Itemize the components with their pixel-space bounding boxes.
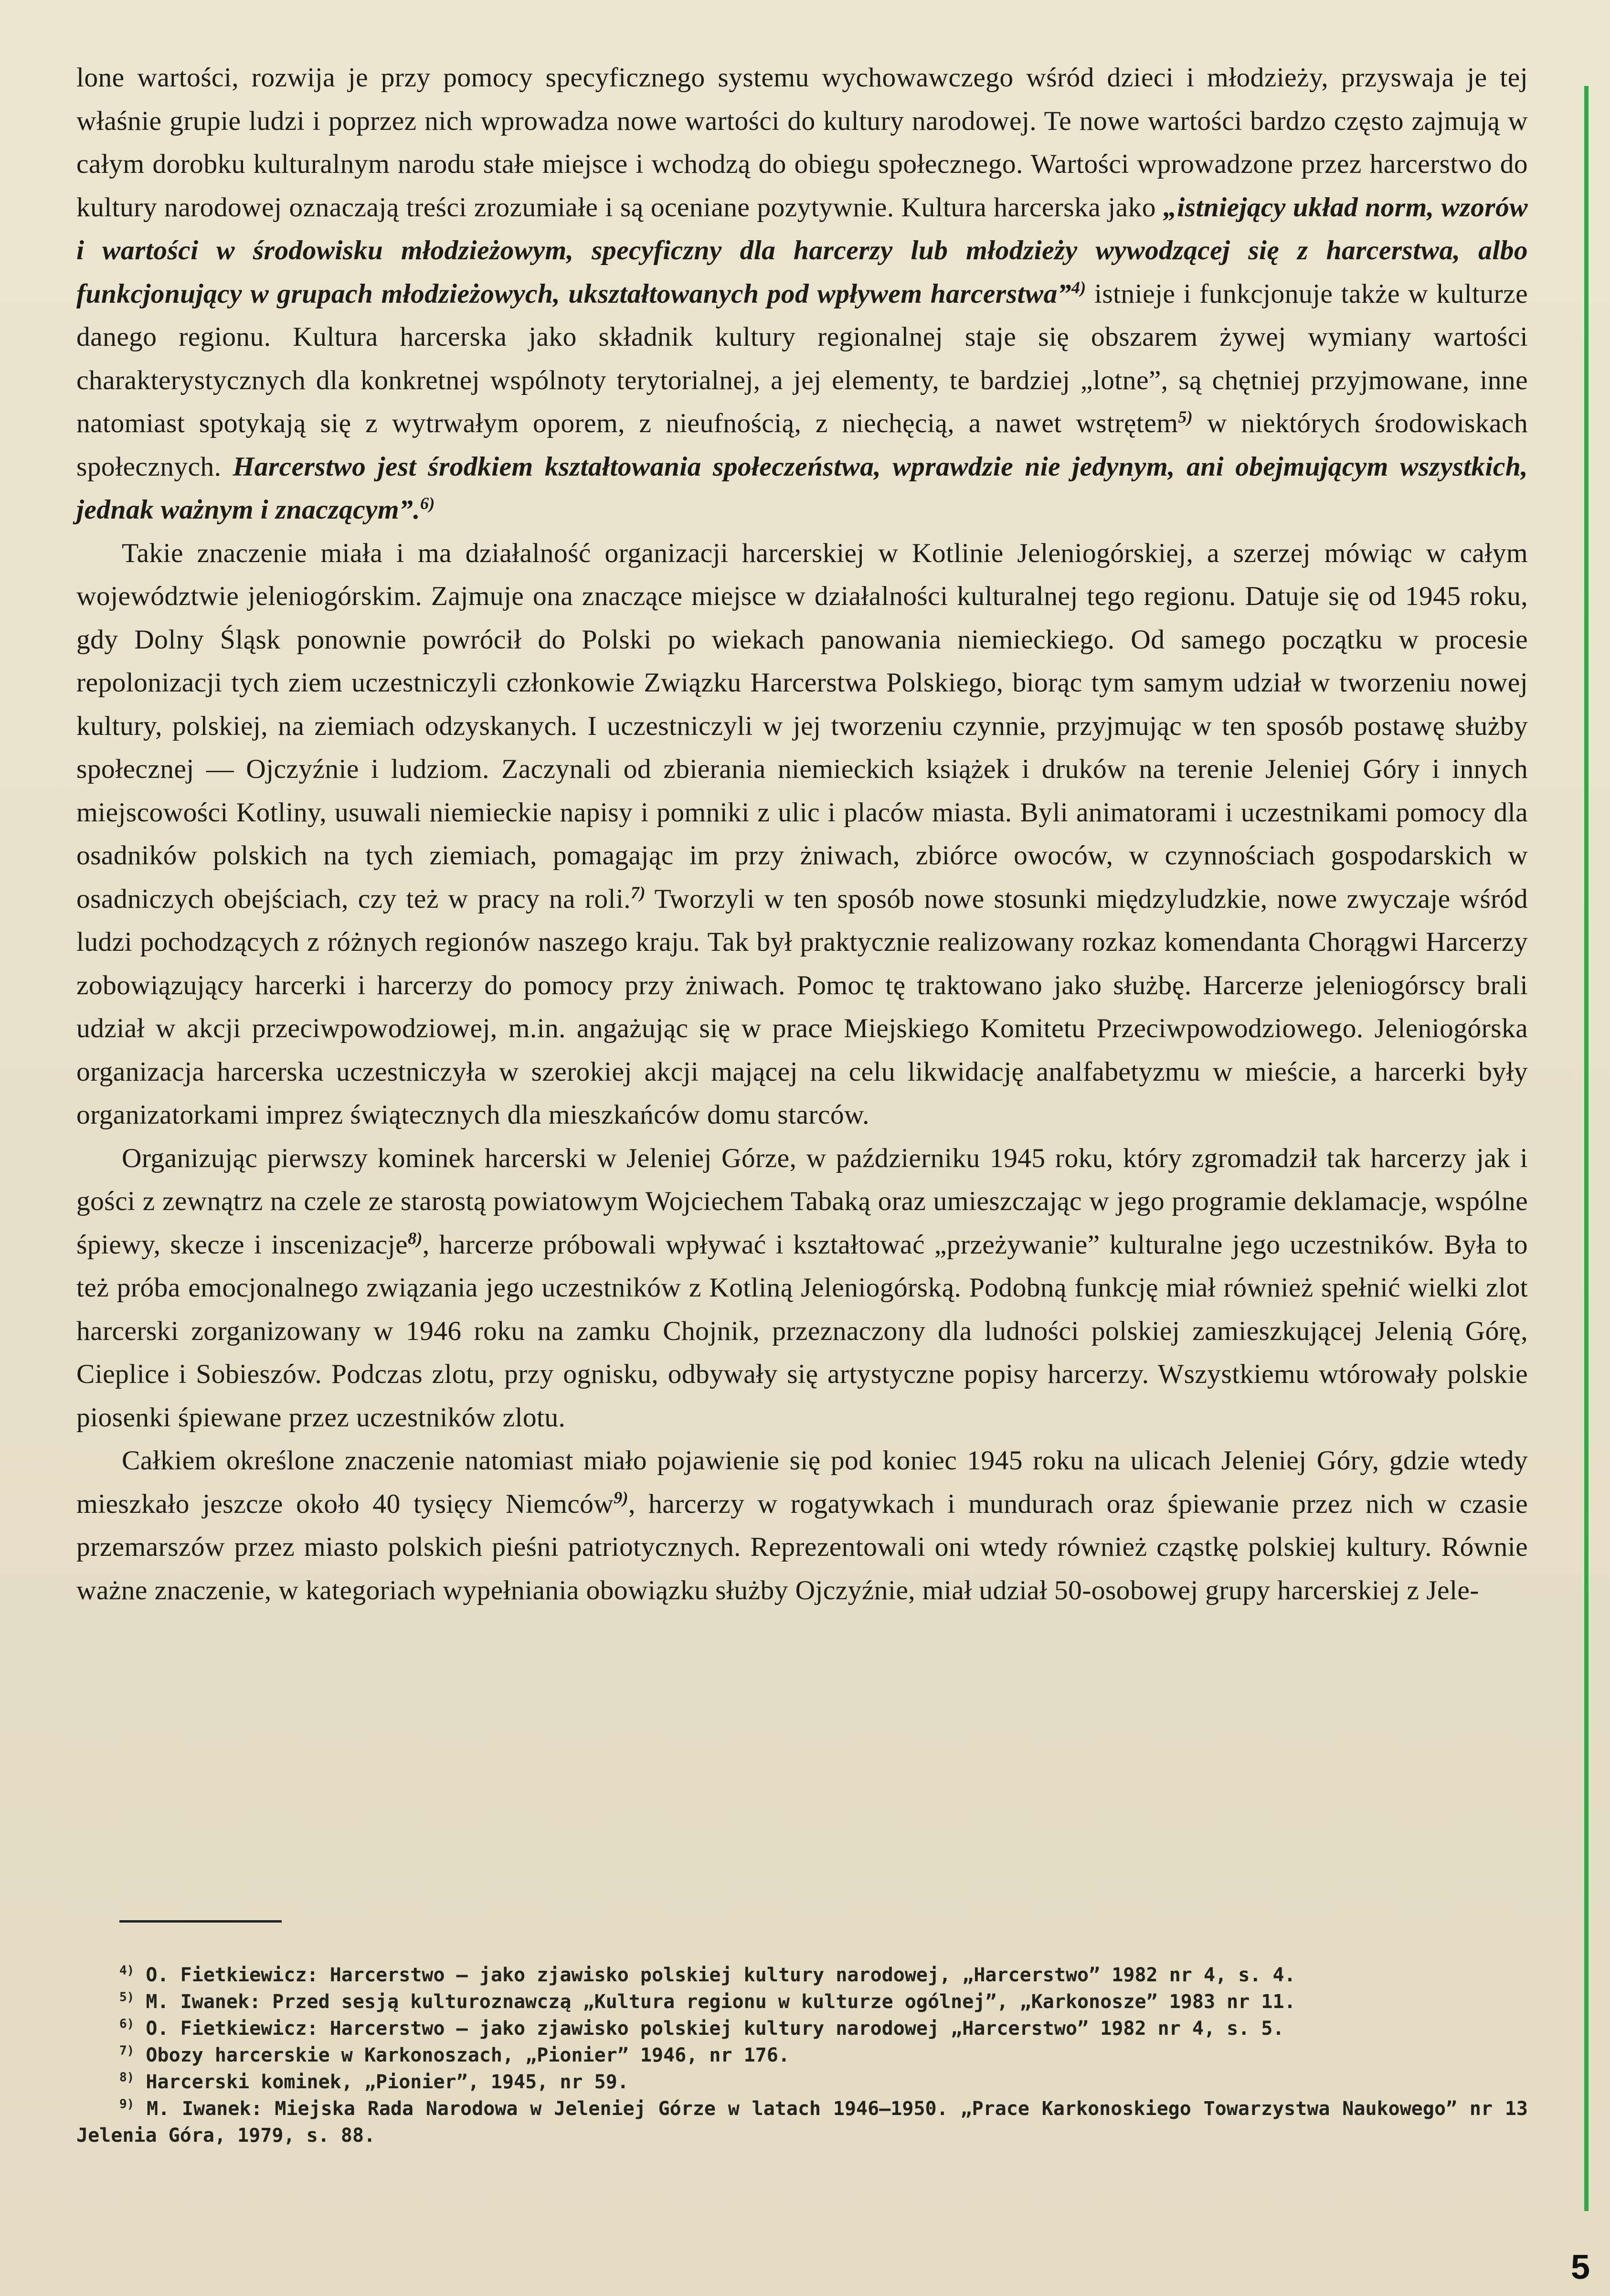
paragraph-2-text-b: Tworzyli w ten sposób nowe stosunki międzyludzkie, nowe zwyczaje wśród ludzi pochodzących z różnych regionów naszego kraju. Tak był praktycznie realizowany rozkaz komendanta Chorągwi Harcerzy zobowiązujący harcerki i harcerzy do pomocy przy żniwach. Pomoc tę traktowano jako służbę. Harcerze jeleniogórscy brali udział w akcji przeciwpowodziowej, m.in. angażując się w prace Miejskiego Komitetu Przeciwpowodziowego. Jeleniogórska organizacja harcerska uczestniczyła w szerokiej akcji mającej na celu likwidację analfabetyzmu w mieście, a harcerki były organizatorkami imprez świątecznych dla mieszkańców domu starców. (76, 883, 1528, 1130)
footnote (76, 2095, 1528, 2149)
paragraph-1-text-c: istnieje i funkcjonuje także w kulturze danego regionu. Kultura harcerska jako składnik kultury regionalnej staje się obszarem żywej wymiany wartości charakterystycznych dla konkretnej wspólnoty terytorialnej, a jej elementy, te bardziej „lotne”, są chętniej przyjmowane, inne natomiast spotykają się z wytrwałym oporem, z nieufnością, z niechęcią, a nawet wstrętem (76, 278, 1528, 438)
footnote-ref-7: 7) (631, 882, 646, 902)
footnote-text: Harcerski kominek, „Pionier”, 1945, nr 59. (146, 2071, 629, 2093)
footnote-separator (119, 1920, 282, 1923)
footnote-number: 4) (119, 1963, 135, 1978)
footnote-number: 6) (119, 2017, 135, 2031)
paragraph-1-text-d: w niektórych środowiskach społecznych. (76, 408, 1528, 482)
paragraph-1-quote-2: Harcerstwo jest środkiem kształtowania społeczeństwa, wprawdzie nie jedynym, ani obejmującym wszystkich, jednak ważnym i znaczącym”. (76, 451, 1528, 525)
article-body (76, 56, 1528, 1612)
footnote-text: O. Fietkiewicz: Harcerstwo — jako zjawisko polskiej kultury narodowej, „Harcerstwo” 1982 nr 4, s. 4. (146, 1964, 1296, 1986)
footnote (76, 2042, 1528, 2069)
paragraph-4 (76, 1439, 1528, 1612)
paragraph-1-text-a: lone wartości, rozwija je przy pomocy specyficznego systemu wychowawczego wśród dzieci i młodzieży, przyswaja je tej właśnie grupie ludzi i poprzez nich wprowadza nowe wartości do kultury narodowej. Te nowe wartości bardzo często zajmują w całym dorobku kulturalnym narodu stałe miejsce i wchodzą do obiegu społecznego. Wartości wprowadzone przez harcerstwo do kultury narodowej oznaczają treści zrozumiałe i są oceniane pozytywnie. Kultura harcerska jako (76, 63, 1528, 223)
footnote (76, 2069, 1528, 2095)
footnote-number: 9) (119, 2097, 135, 2112)
paragraph-3 (76, 1137, 1528, 1440)
footnote-number: 8) (119, 2070, 135, 2085)
footnote-number: 7) (119, 2043, 135, 2058)
footnote-ref-8: 8) (408, 1228, 423, 1248)
footnotes (76, 1962, 1528, 2149)
paragraph-3-text-b: , harcerze próbowali wpływać i kształtować „przeżywanie” kulturalne jego uczestników. Była to też próba emocjonalnego związania jego uczestników z Kotliną Jeleniogórską. Podobną funkcję miał również spełnić wielki zlot harcerski zorganizowany w 1946 roku na zamku Chojnik, przeznaczony dla ludności polskiej zamieszkującej Jelenią Górę, Cieplice i Sobieszów. Podczas zlotu, przy ognisku, odbywały się artystyczne popisy harcerzy. Wszystkiemu wtórowały polskie piosenki śpiewane przez uczestników zlotu. (76, 1229, 1528, 1433)
footnote-text: Obozy harcerskie w Karkonoszach, „Pionier” 1946, nr 176. (146, 2044, 790, 2066)
margin-rule (1584, 86, 1589, 2211)
footnote (76, 1988, 1528, 2015)
footnote-text: O. Fietkiewicz: Harcerstwo — jako zjawisko polskiej kultury narodowej „Harcerstwo” 1982 nr 4, s. 5. (146, 2018, 1284, 2040)
paragraph-1-quote: „istniejący układ norm, wzorów i wartości w środowisku młodzieżowym, specyficzny dla harcerzy lub młodzieży wywodzącej się z harcerstwa, albo funkcjonujący w grupach młodzieżowych, ukształtowanych pod wpływem harcerstwa” (76, 192, 1528, 309)
paragraph-3-text-a: Organizując pierwszy kominek harcerski w Jeleniej Górze, w październiku 1945 roku, który zgromadził tak harcerzy jak i gości z zewnątrz na czele ze starostą powiatowym Wojciechem Tabaką oraz umieszczając w jego programie deklamacje, wspólne śpiewy, skecze i inscenizacje (76, 1143, 1528, 1260)
footnote-ref-5: 5) (1178, 407, 1193, 426)
paragraph-2-text-a: Takie znaczenie miała i ma działalność organizacji harcerskiej w Kotlinie Jeleniogórskiej, a szerzej mówiąc w całym województwie jeleniogórskim. Zajmuje ona znaczące miejsce w działalności kulturalnej tego regionu. Datuje się od 1945 roku, gdy Dolny Śląsk ponownie powrócił do Polski po wiekach panowania niemieckiego. Od samego początku w procesie repolonizacji tych ziem uczestniczyli członkowie Związku Harcerstwa Polskiego, biorąc tym samym udział w tworzeniu nowej kultury, polskiej, na ziemiach odzyskanych. I uczestniczyli w jej tworzeniu czynnie, przyjmując w ten sposób postawę służby społecznej — Ojczyźnie i ludziom. Zaczynali od zbierania niemieckich książek i druków na terenie Jeleniej Góry i innych miejscowości Kotliny, usuwali niemieckie napisy i pomniki z ulic i placów miasta. Byli animatorami i uczestnikami pomocy dla osadników polskich na tych ziemiach, pomagając im przy żniwach, zbiórce owoców, w czynnościach gospodarskich w osadniczych obejściach, czy też w pracy na roli. (76, 538, 1528, 914)
footnote-ref-6: 6) (420, 493, 435, 513)
page-number: 5 (1571, 2248, 1590, 2286)
footnote-text: M. Iwanek: Miejska Rada Narodowa w Jeleniej Górze w latach 1946—1950. „Prace Karkonoskiego Towarzystwa Naukowego” nr 13 Jelenia Góra, 1979, s. 88. (76, 2098, 1528, 2147)
paragraph-4-text-a: Całkiem określone znaczenie natomiast miało pojawienie się pod koniec 1945 roku na ulicach Jeleniej Góry, gdzie wtedy mieszkało jeszcze około 40 tysięcy Niemców (76, 1446, 1528, 1519)
paragraph-2 (76, 532, 1528, 1137)
footnote (76, 2015, 1528, 2042)
footnote-ref-9: 9) (614, 1488, 629, 1507)
footnote-ref-4: 4) (1071, 277, 1086, 297)
paragraph-1 (76, 56, 1528, 532)
footnote (76, 1962, 1528, 1988)
paragraph-4-text-b: , harcerzy w rogatywkach i mundurach oraz śpiewanie przez nich w czasie przemarszów przez miasto polskich pieśni patriotycznych. Reprezentowali oni wtedy również cząstkę polskiej kultury. Równie ważne znaczenie, w kategoriach wypełniania obowiązku służby Ojczyźnie, miał udział 50-osobowej grupy harcerskiej z Jele- (76, 1488, 1528, 1605)
footnote-number: 5) (119, 1990, 135, 2005)
footnote-text: M. Iwanek: Przed sesją kulturoznawczą „Kultura regionu w kulturze ogólnej”, „Karkonosze” 1983 nr 11. (146, 1991, 1296, 2013)
